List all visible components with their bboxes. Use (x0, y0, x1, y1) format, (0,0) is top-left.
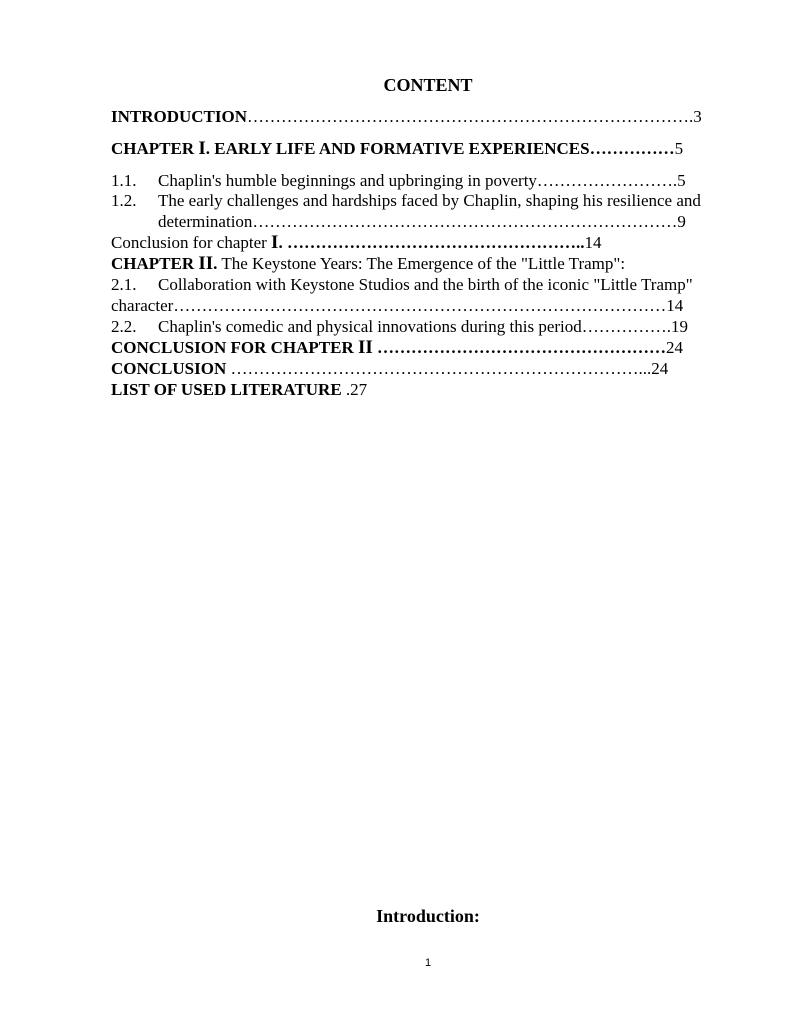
toc-conclusion-chapter-1-text: Conclusion for chapter (111, 233, 272, 252)
toc-conclusion-dots: ………………………………………………………………... (226, 359, 652, 378)
toc-conclusion (111, 359, 668, 379)
introduction-heading: Introduction: (376, 906, 480, 926)
toc-chapter-2 (111, 254, 625, 274)
toc-section-1-1 (111, 171, 686, 191)
toc-section-2-1 (111, 275, 693, 295)
toc-introduction (111, 107, 702, 127)
toc-section-1-1-page: 5 (677, 171, 686, 190)
toc-section-1-2-text-line2: determination………………………………………………………………… (158, 212, 678, 231)
toc-chapter-1-page: 5 (674, 139, 684, 158)
toc-section-2-1-number: 2.1. (111, 275, 137, 294)
toc-chapter-2-prefix: CHAPTER (111, 254, 199, 273)
toc-section-2-2-number: 2.2. (111, 317, 137, 336)
toc-introduction-dots: ……………………………………………………………………. (247, 107, 694, 126)
toc-conclusion-chapter-2-label: CONCLUSION FOR CHAPTER (111, 338, 358, 357)
toc-section-1-2 (111, 191, 701, 211)
toc-introduction-page: 3 (693, 107, 702, 126)
toc-section-1-2-page: 9 (677, 212, 686, 231)
toc-chapter-2-numeral: II (198, 253, 214, 274)
toc-section-1-2-text-line1: The early challenges and hardships faced by Chaplin, shaping his resilience and (158, 191, 701, 210)
toc-chapter-2-title: The Keystone Years: The Emergence of the "Little Tramp": (217, 254, 626, 273)
toc-conclusion-chapter-2-numeral: II (358, 337, 373, 358)
toc-literature (111, 380, 367, 400)
toc-conclusion-chapter-1-dots: . …………………………………………….. (278, 233, 585, 252)
toc-conclusion-label: CONCLUSION (111, 359, 227, 378)
toc-conclusion-page: 24 (651, 359, 669, 378)
toc-section-1-2-number: 1.2. (111, 191, 137, 210)
toc-literature-page: 27 (350, 380, 368, 399)
toc-section-2-1-cont (111, 296, 683, 316)
toc-section-2-1-page: 14 (666, 296, 684, 315)
toc-section-2-1-text-line2: character…………………………………………………………………………… (111, 296, 667, 315)
toc-literature-label: LIST OF USED LITERATURE (111, 380, 342, 399)
toc-conclusion-chapter-1-numeral: I (271, 232, 279, 253)
toc-section-2-2 (111, 317, 688, 337)
toc-title: CONTENT (383, 75, 473, 95)
toc-conclusion-chapter-2-page: 24 (666, 338, 684, 357)
toc-chapter-2-dot: . (213, 254, 218, 273)
toc-conclusion-chapter-2 (111, 338, 683, 358)
toc-introduction-label: INTRODUCTION (111, 107, 248, 126)
toc-section-2-2-text: Chaplin's comedic and physical innovations during this period……………. (158, 317, 671, 336)
page-number: 1 (424, 957, 432, 969)
toc-section-2-2-page: 19 (671, 317, 688, 336)
toc-chapter-1 (111, 139, 683, 159)
toc-literature-dots: . (341, 380, 351, 399)
toc-conclusion-chapter-1-page: 14 (584, 233, 602, 252)
toc-section-1-2-cont (158, 212, 686, 232)
toc-chapter-1-prefix: CHAPTER (111, 139, 199, 158)
toc-section-2-1-text-line1: Collaboration with Keystone Studios and the birth of the iconic "Little Tramp" (158, 275, 693, 294)
toc-conclusion-chapter-2-dots: …………………………………………… (372, 338, 667, 357)
toc-chapter-1-title: . EARLY LIFE AND FORMATIVE EXPERIENCES…………… (205, 139, 675, 158)
toc-conclusion-chapter-1 (111, 233, 601, 253)
toc-chapter-1-numeral: I (198, 138, 206, 159)
toc-section-1-1-number: 1.1. (111, 171, 137, 190)
toc-section-1-1-text: Chaplin's humble beginnings and upbringing in poverty……………………. (158, 171, 678, 190)
